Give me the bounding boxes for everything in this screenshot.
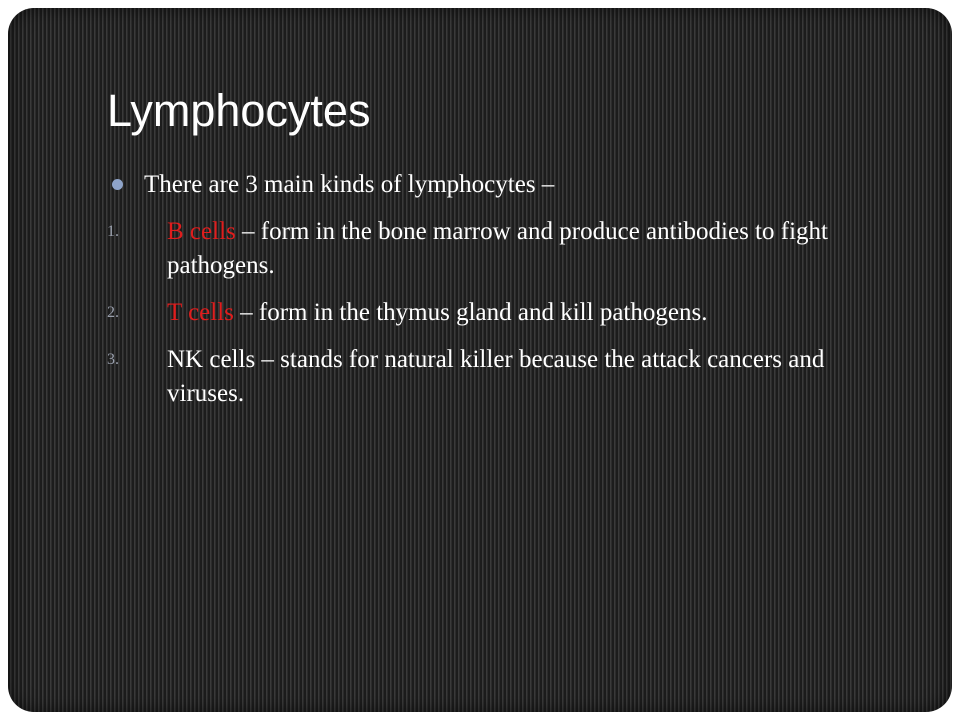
item-number: 3. (107, 351, 119, 368)
item-number: 1. (107, 223, 119, 240)
item-term: T cells (167, 299, 234, 326)
bullet-dot-icon (112, 179, 123, 190)
intro-text: There are 3 main kinds of lymphocytes – (144, 171, 555, 198)
item-text: – form in the bone marrow and produce antibodies to fight pathogens. (167, 218, 828, 279)
item-text: NK cells – stands for natural killer because the attack cancers and viruses. (167, 346, 825, 407)
item-text: – form in the thymus gland and kill pathogens. (233, 299, 708, 326)
item-number: 2. (107, 304, 119, 321)
list-item-nk-cells (107, 343, 907, 411)
item-term: B cells (167, 218, 236, 245)
intro-bullet (107, 168, 907, 202)
slide (8, 8, 952, 712)
slide-content (107, 168, 907, 424)
list-item-b-cells (107, 215, 907, 283)
slide-title: Lymphocytes (107, 85, 371, 136)
list-item-t-cells (107, 296, 907, 330)
